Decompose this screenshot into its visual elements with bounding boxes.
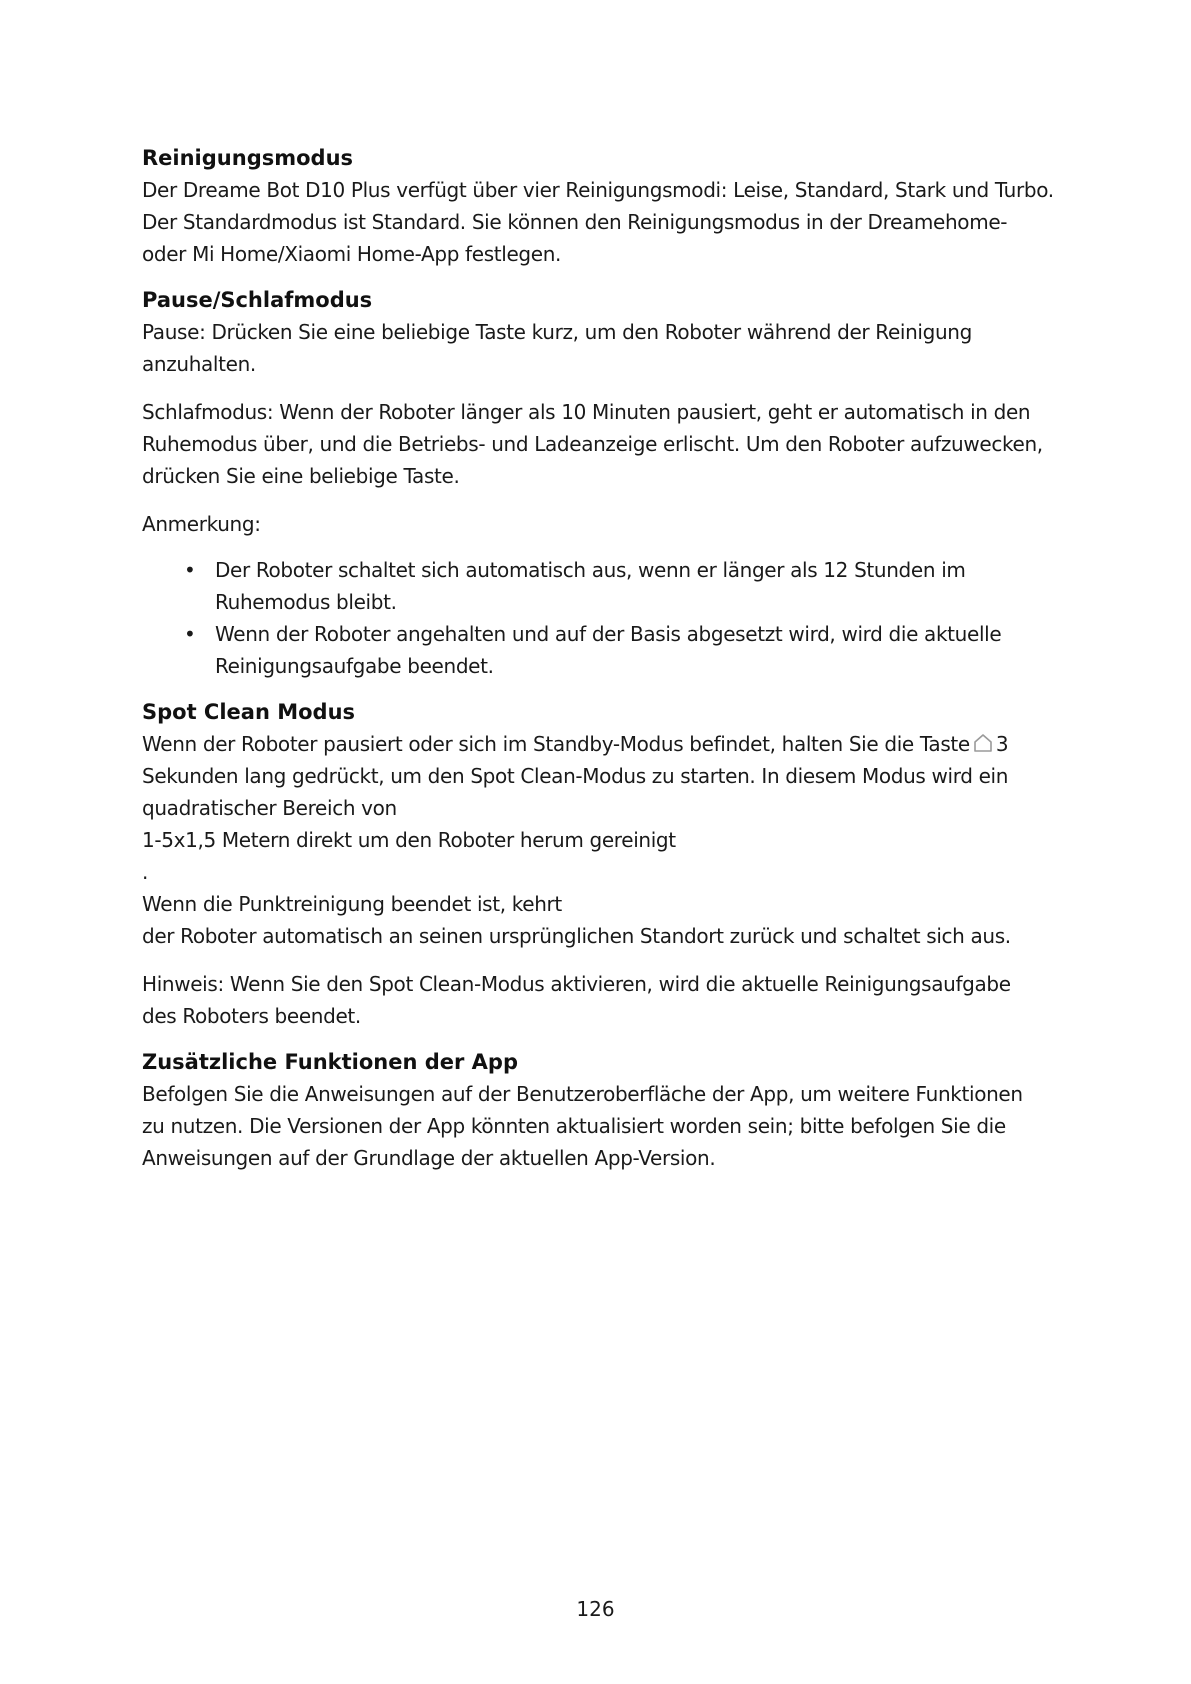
- app-features-line-1: Befolgen Sie die Anweisungen auf der Benutzeroberfläche der App, um weitere Funktionen: [142, 1082, 1023, 1106]
- note-item-1-line-1: Der Roboter schaltet sich automatisch aus, wenn er länger als 12 Stunden im: [215, 558, 966, 582]
- section-app-features: [142, 1046, 1062, 1174]
- page-number: 126: [576, 1597, 615, 1621]
- spot-clean-line-4: 1-5x1,5 Metern direkt um den Roboter herum gereinigt: [142, 828, 676, 852]
- bullet: •: [184, 558, 196, 582]
- spot-clean-line-5: .: [142, 860, 149, 884]
- heading-pause-sleep: Pause/Schlafmodus: [142, 288, 373, 312]
- spot-clean-line-6: Wenn die Punktreinigung beendet ist, kehrt: [142, 892, 562, 916]
- sleep-line-2: Ruhemodus über, und die Betriebs- und Ladeanzeige erlischt. Um den Roboter aufzuwecken,: [142, 432, 1043, 456]
- pause-line-2: anzuhalten.: [142, 352, 256, 376]
- app-features-line-3: Anweisungen auf der Grundlage der aktuellen App-Version.: [142, 1146, 716, 1170]
- section-spot-clean: [142, 696, 1062, 1032]
- cleaning-mode-line-2: Der Standardmodus ist Standard. Sie können den Reinigungsmodus in der Dreamehome-: [142, 210, 1008, 234]
- sleep-line-1: Schlafmodus: Wenn der Roboter länger als 10 Minuten pausiert, geht er automatisch in den: [142, 400, 1031, 424]
- section-pause-sleep: [142, 284, 1062, 682]
- note-item: [142, 618, 1062, 682]
- heading-app-features: Zusätzliche Funktionen der App: [142, 1050, 519, 1074]
- sleep-line-3: drücken Sie eine beliebige Taste.: [142, 464, 460, 488]
- spot-clean-line-2: Sekunden lang gedrückt, um den Spot Clean-Modus zu starten. In diesem Modus wird ein: [142, 764, 1009, 788]
- note-list: [142, 554, 1062, 682]
- page-content: [142, 142, 1062, 1174]
- pause-line-1: Pause: Drücken Sie eine beliebige Taste kurz, um den Roboter während der Reinigung: [142, 320, 972, 344]
- section-cleaning-mode: [142, 142, 1062, 270]
- heading-cleaning-mode: Reinigungsmodus: [142, 146, 354, 170]
- heading-spot-clean: Spot Clean Modus: [142, 700, 356, 724]
- spot-clean-seconds: 3: [995, 732, 1009, 756]
- note-item-2-line-2: Reinigungsaufgabe beendet.: [215, 654, 494, 678]
- spot-clean-line-1-text: Wenn der Roboter pausiert oder sich im Standby-Modus befindet, halten Sie die Taste: [142, 732, 970, 756]
- app-features-line-2: zu nutzen. Die Versionen der App könnten aktualisiert worden sein; bitte befolgen Sie die: [142, 1114, 1006, 1138]
- bullet: •: [184, 622, 196, 646]
- spot-clean-hint-line-2: des Roboters beendet.: [142, 1004, 361, 1028]
- spot-clean-line-3: quadratischer Bereich von: [142, 796, 397, 820]
- cleaning-mode-line-3: oder Mi Home/Xiaomi Home-App festlegen.: [142, 242, 562, 266]
- spot-clean-line-1: [142, 728, 1062, 760]
- note-item-2-line-1: Wenn der Roboter angehalten und auf der Basis abgesetzt wird, wird die aktuelle: [215, 622, 1002, 646]
- note-label: Anmerkung:: [142, 512, 261, 536]
- spot-clean-line-7: der Roboter automatisch an seinen ursprünglichen Standort zurück und schaltet sich aus.: [142, 924, 1011, 948]
- home-icon: [972, 730, 994, 750]
- note-item-1-line-2: Ruhemodus bleibt.: [215, 590, 397, 614]
- cleaning-mode-line-1: Der Dreame Bot D10 Plus verfügt über vier Reinigungsmodi: Leise, Standard, Stark und Turbo.: [142, 178, 1054, 202]
- spot-clean-hint-line-1: Hinweis: Wenn Sie den Spot Clean-Modus aktivieren, wird die aktuelle Reinigungsaufgabe: [142, 972, 1011, 996]
- note-item: [142, 554, 1062, 618]
